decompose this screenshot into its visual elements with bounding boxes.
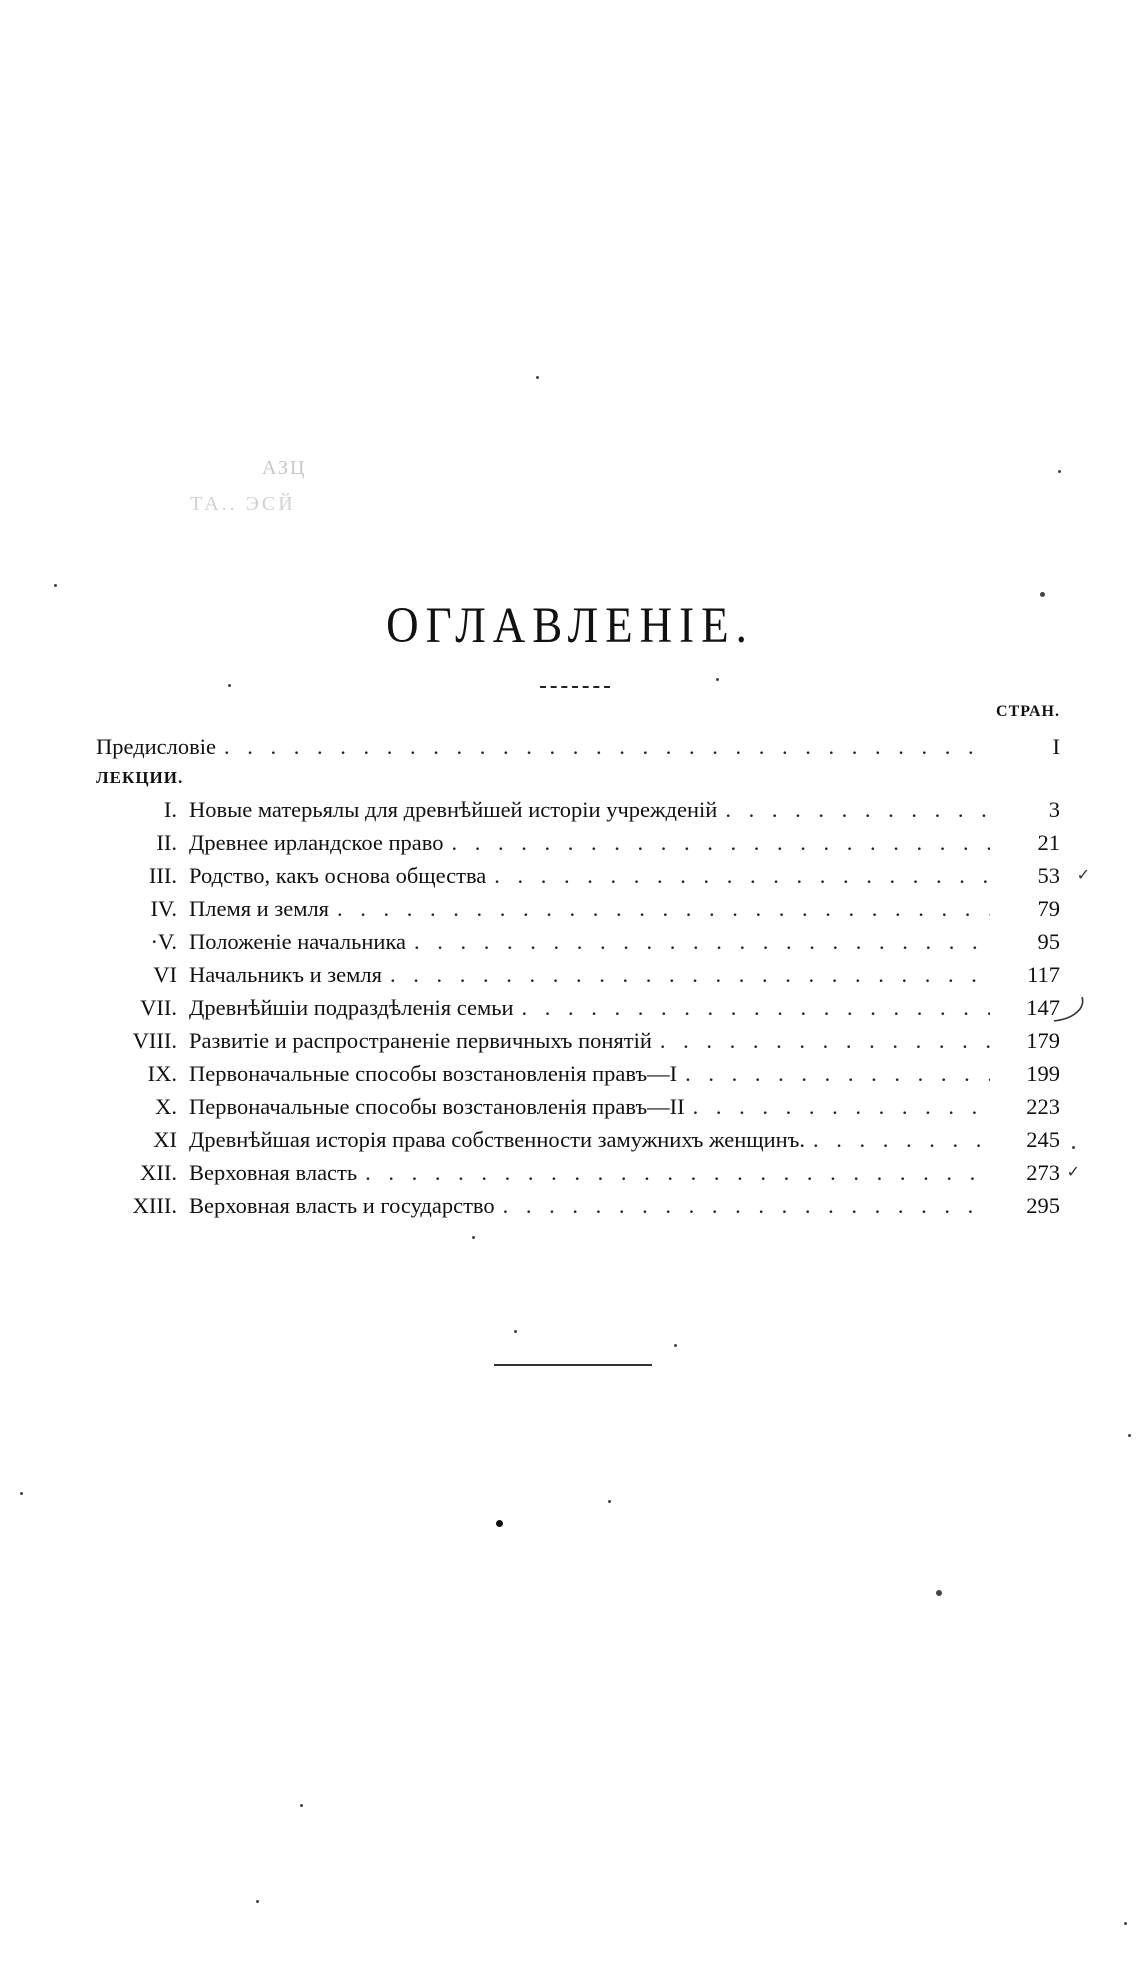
paper-speck [1128,1434,1131,1437]
toc-entry-title: Древнее ирландское право [189,830,444,855]
dot-leader [494,859,990,892]
toc-entry-title: Древнѣйшая исторія права собственности замужнихъ женщинъ. [189,1127,805,1152]
toc-entry [96,925,1060,958]
page-title: ОГЛАВЛЕНІЕ. [386,597,754,654]
toc-entry [96,1057,1060,1090]
page-column-header: СТРАН. [996,703,1060,720]
lecture-number: IX. [147,1061,177,1086]
paper-speck [20,1492,23,1495]
paper-speck [54,584,57,587]
dot-leader [725,793,990,826]
paper-speck [256,1900,259,1903]
toc-entry [96,958,1060,991]
toc-entry-title: Верховная власть и государство [189,1193,495,1218]
toc-entry-title: Родство, какъ основа общества [189,863,487,888]
paper-speck [936,1590,942,1596]
toc-entry [96,1024,1060,1057]
toc-entry [96,1090,1060,1123]
lecture-number: II. [156,830,177,855]
lecture-number: I. [163,797,177,822]
dot-leader [365,1156,990,1189]
dot-leader [813,1123,990,1156]
paper-speck [1072,1146,1075,1149]
toc-entry-page: 295 [1026,1193,1060,1218]
section-label-lectures: ЛЕКЦИИ. [96,768,184,787]
lecture-number: VIII. [132,1028,177,1053]
paper-speck [536,376,539,379]
dot-leader [337,892,990,925]
paper-speck [514,1330,517,1333]
toc-entry [96,892,1060,925]
dot-leader [451,826,990,859]
dot-leader [685,1057,990,1090]
toc-entry-title: Верховная власть [189,1160,358,1185]
toc-entry-title: Новые матерьялы для древнѣйшей исторіи учрежденій [189,797,718,822]
lecture-number: IV. [150,896,177,921]
toc-entry-page: 179 [1026,1028,1060,1053]
table-of-contents [96,730,1090,1222]
toc-entry-title: Развитіе и распространеніе первичныхъ понятій [189,1028,652,1053]
toc-entry-title: Положеніе начальника [189,929,407,954]
paper-speck [228,684,231,687]
svg-text:ТА.. ЭСЙ: ТА.. ЭСЙ [190,493,296,515]
faded-library-stamp [190,452,320,522]
lecture-number: VII. [140,995,177,1020]
toc-entry-page: 95 [1037,929,1060,954]
lecture-number: VI [153,962,177,987]
lecture-number: III. [148,863,177,888]
dot-leader [522,991,991,1024]
paper-speck [496,1520,503,1527]
dot-leader [224,730,990,763]
dot-leader [660,1024,990,1057]
paper-speck [716,678,719,681]
toc-entry [96,1189,1060,1222]
svg-text:АЗЦ: АЗЦ [262,457,307,479]
toc-entry [96,1156,1080,1189]
dot-leader [414,925,990,958]
dot-leader [390,958,990,991]
toc-entry-page: 79 [1037,896,1060,921]
toc-entry-page: 273 [1026,1160,1060,1185]
toc-entry-title: Первоначальные способы возстановленія правъ—II [189,1094,685,1119]
toc-entry-title: Первоначальные способы возстановленія правъ—I [189,1061,678,1086]
toc-entry-preface [96,730,1060,763]
paper-speck [472,1236,475,1239]
toc-entry-page: 223 [1026,1094,1060,1119]
lecture-number: XII. [140,1160,177,1185]
toc-entry-title: Предисловіе [96,734,217,759]
lecture-number: XI [153,1127,177,1152]
toc-entry-title: Древнѣйшіи подраздѣленія семьи [189,995,514,1020]
pencil-check-mark-icon: ✓ [1066,1164,1080,1181]
toc-entry [96,1123,1060,1156]
toc-entry [96,793,1060,826]
paper-speck [1124,1922,1127,1925]
pencil-check-mark-icon: ✓ [1076,867,1090,884]
toc-entry-page: 199 [1026,1061,1060,1086]
paper-speck [1040,592,1045,597]
paper-speck [300,1804,303,1807]
toc-entry-page: 53 [1037,863,1060,888]
toc-entry-page: I [1052,734,1060,759]
dot-leader [693,1090,990,1123]
toc-entry-page: 147 [1026,995,1060,1020]
toc-entry-page: 117 [1027,962,1060,987]
toc-entry-title: Начальникъ и земля [189,962,382,987]
lecture-number: XIII. [132,1193,177,1218]
title-divider [540,686,610,688]
toc-entry [96,859,1090,892]
toc-entry-page: 245 [1026,1127,1060,1152]
paper-speck [608,1500,611,1503]
toc-entry-title: Племя и земля [189,896,330,921]
toc-entry [96,826,1060,859]
toc-entry-page: 3 [1048,797,1060,822]
closing-rule [494,1364,652,1366]
pencil-underline-mark-icon [1052,995,1088,1025]
toc-entry-page: 21 [1037,830,1060,855]
dot-leader [503,1189,990,1222]
paper-speck [674,1344,677,1347]
paper-speck [1058,470,1061,473]
lecture-number: ·V. [150,929,177,954]
toc-entry [96,991,1060,1024]
lecture-number: X. [155,1094,177,1119]
